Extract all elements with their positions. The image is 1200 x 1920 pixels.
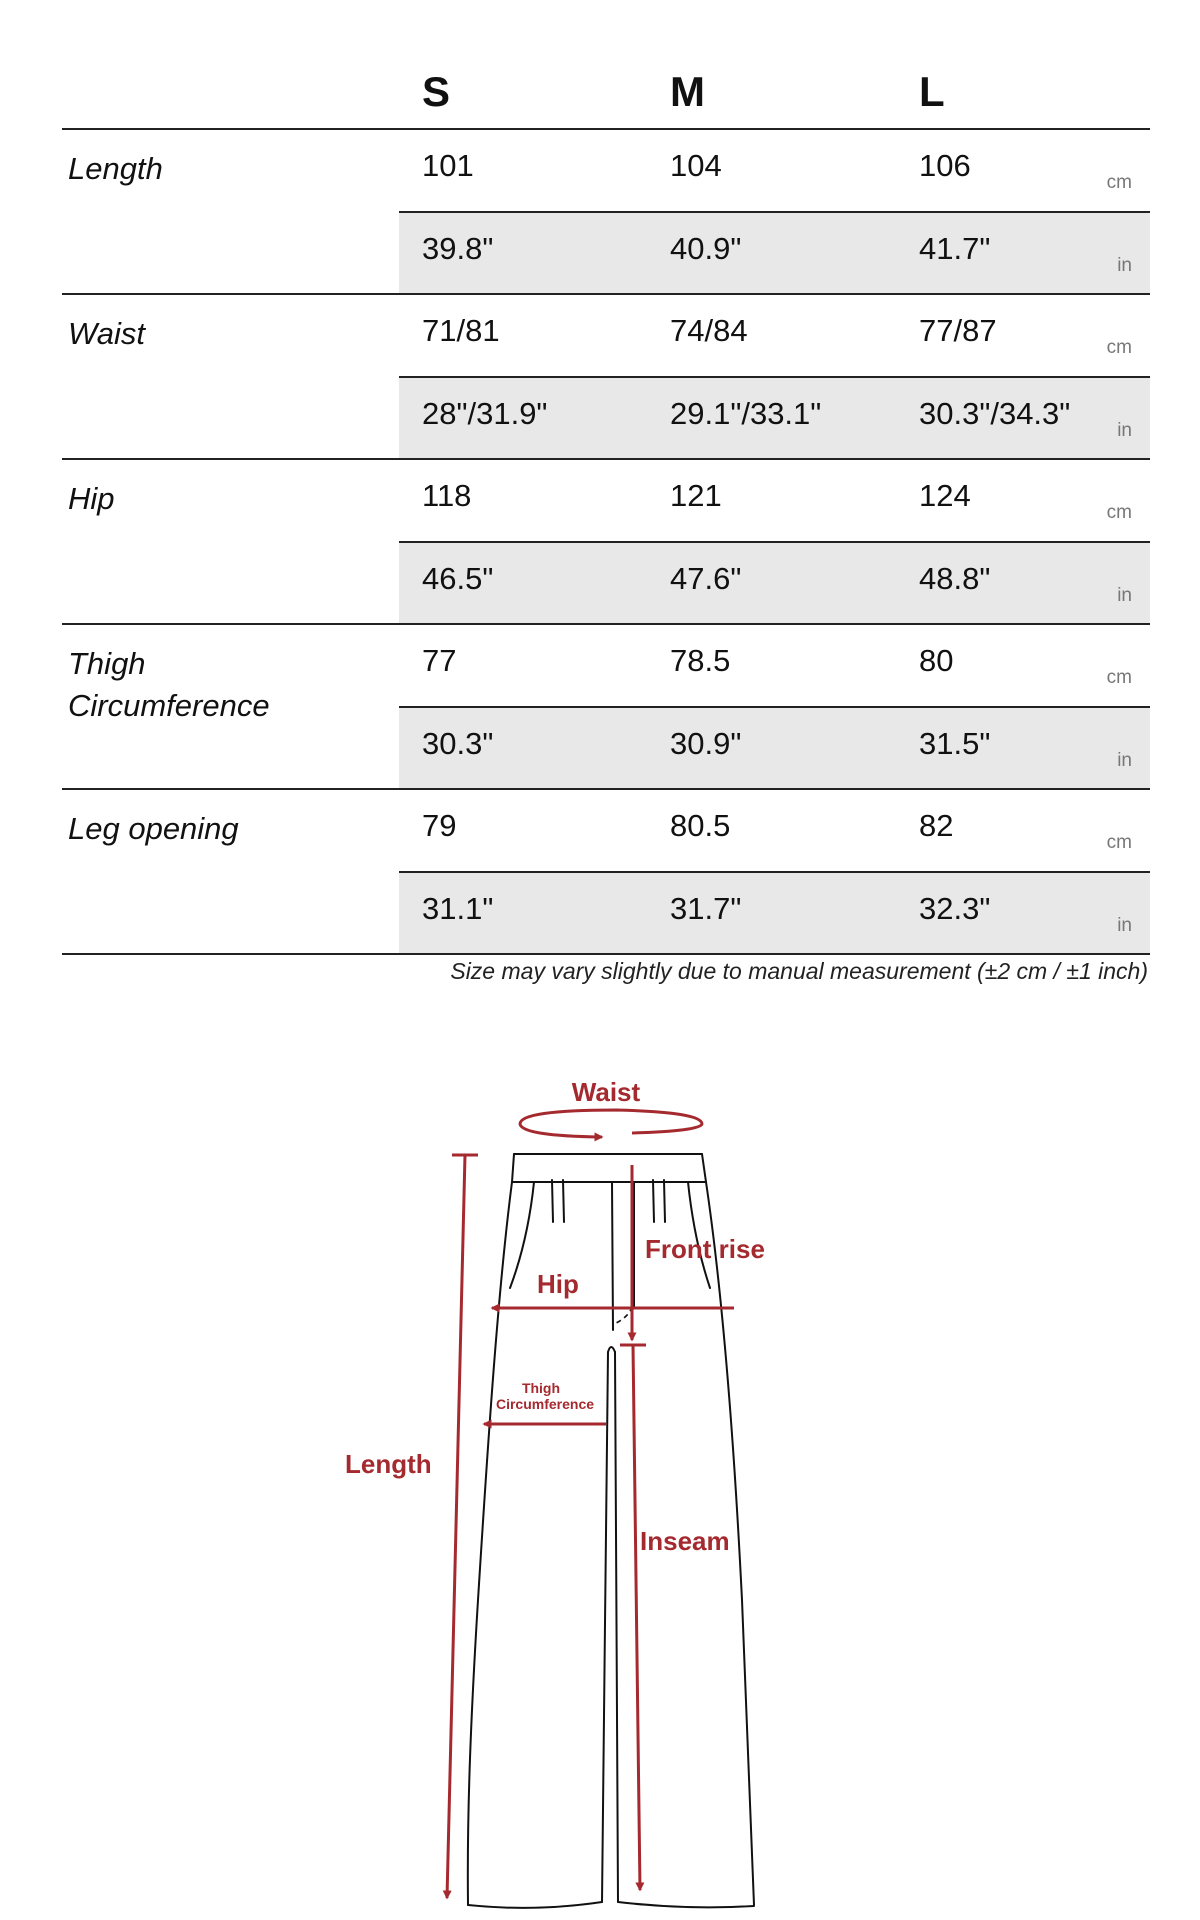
measurement-label: Hip — [68, 481, 115, 516]
value-cm-m: 78.5 — [670, 643, 731, 678]
value-in-l: 31.5" — [919, 726, 991, 761]
left-hem — [468, 1902, 602, 1908]
right-inseam — [615, 1352, 618, 1902]
size-header-l: L — [919, 68, 945, 115]
value-in-s: 30.3" — [422, 726, 494, 761]
value-cm-s: 71/81 — [422, 313, 500, 348]
waist-arrow — [520, 1110, 702, 1137]
thigh-label-line2: Circumference — [495, 1396, 595, 1412]
value-cm-m: 104 — [670, 148, 722, 183]
unit-cm: cm — [1106, 172, 1132, 193]
waist-label: Waist — [571, 1077, 641, 1107]
in-row — [399, 708, 1150, 788]
size-header-row — [62, 0, 1150, 130]
value-cm-l: 106 — [919, 148, 971, 183]
size-header-s: S — [422, 68, 451, 115]
measurement-row-leg-opening — [62, 790, 1150, 955]
value-in-s: 28"/31.9" — [422, 396, 548, 431]
left-inseam — [602, 1352, 608, 1902]
size-header-m: M — [670, 68, 705, 115]
crotch-curve — [608, 1347, 615, 1352]
value-cm-l: 82 — [919, 808, 954, 843]
value-cm-s: 101 — [422, 148, 474, 183]
thigh-label-line1: Thigh — [521, 1380, 561, 1396]
value-cm-l: 80 — [919, 643, 954, 678]
value-in-m: 30.9" — [670, 726, 742, 761]
unit-cm: cm — [1106, 832, 1132, 853]
value-cm-s: 77 — [422, 643, 457, 678]
value-in-m: 47.6" — [670, 561, 742, 596]
length-label: Length — [345, 1449, 432, 1479]
measurement-label: Leg opening — [68, 811, 239, 846]
measurement-label: Length — [68, 151, 163, 186]
cm-row — [399, 295, 1150, 378]
in-row — [399, 873, 1150, 953]
value-cm-l: 124 — [919, 478, 971, 513]
value-cm-s: 79 — [422, 808, 457, 843]
inseam-arrow — [633, 1345, 640, 1890]
value-in-l: 32.3" — [919, 891, 991, 926]
in-row — [399, 378, 1150, 458]
value-cm-s: 118 — [422, 478, 472, 513]
belt-loop-right — [653, 1180, 665, 1222]
value-cm-m: 121 — [670, 478, 722, 513]
value-in-l: 30.3"/34.3" — [919, 396, 1071, 431]
cm-row — [399, 790, 1150, 873]
unit-in: in — [1117, 915, 1132, 936]
hip-label: Hip — [537, 1269, 579, 1299]
front-pocket-left — [510, 1182, 534, 1288]
measurement-row-thigh — [62, 625, 1150, 790]
unit-in: in — [1117, 255, 1132, 276]
value-in-l: 41.7" — [919, 231, 991, 266]
right-hem — [618, 1902, 754, 1907]
value-in-s: 31.1" — [422, 891, 494, 926]
value-cm-l: 77/87 — [919, 313, 997, 348]
waistband-left-edge — [512, 1154, 514, 1182]
unit-cm: cm — [1106, 502, 1132, 523]
value-in-m: 31.7" — [670, 891, 742, 926]
value-in-l: 48.8" — [919, 561, 991, 596]
pants-measurement-diagram — [0, 1040, 1200, 1920]
measurement-row-hip — [62, 460, 1150, 625]
unit-cm: cm — [1106, 667, 1132, 688]
cm-row — [399, 130, 1150, 213]
value-in-s: 46.5" — [422, 561, 494, 596]
unit-in: in — [1117, 585, 1132, 606]
value-in-m: 29.1"/33.1" — [670, 396, 822, 431]
value-cm-m: 74/84 — [670, 313, 748, 348]
inseam-label: Inseam — [640, 1526, 730, 1556]
waistband-right-edge — [702, 1154, 706, 1182]
value-in-s: 39.8" — [422, 231, 494, 266]
unit-in: in — [1117, 420, 1132, 441]
cm-row — [399, 625, 1150, 708]
measurement-label: Waist — [68, 316, 145, 351]
measurement-note: Size may vary slightly due to manual measurement (±2 cm / ±1 inch) — [450, 958, 1148, 984]
front-rise-label: Front rise — [645, 1234, 765, 1264]
measurement-label: Thigh Circumference — [68, 646, 270, 723]
in-row — [399, 543, 1150, 623]
belt-loop-left — [552, 1180, 564, 1222]
in-row — [399, 213, 1150, 293]
measurement-row-waist — [62, 295, 1150, 460]
value-cm-m: 80.5 — [670, 808, 731, 843]
cm-row — [399, 460, 1150, 543]
value-in-m: 40.9" — [670, 231, 742, 266]
unit-cm: cm — [1106, 337, 1132, 358]
left-outer-seam — [468, 1182, 512, 1905]
unit-in: in — [1117, 750, 1132, 771]
measurement-row-length — [62, 130, 1150, 295]
length-arrow — [447, 1155, 465, 1898]
